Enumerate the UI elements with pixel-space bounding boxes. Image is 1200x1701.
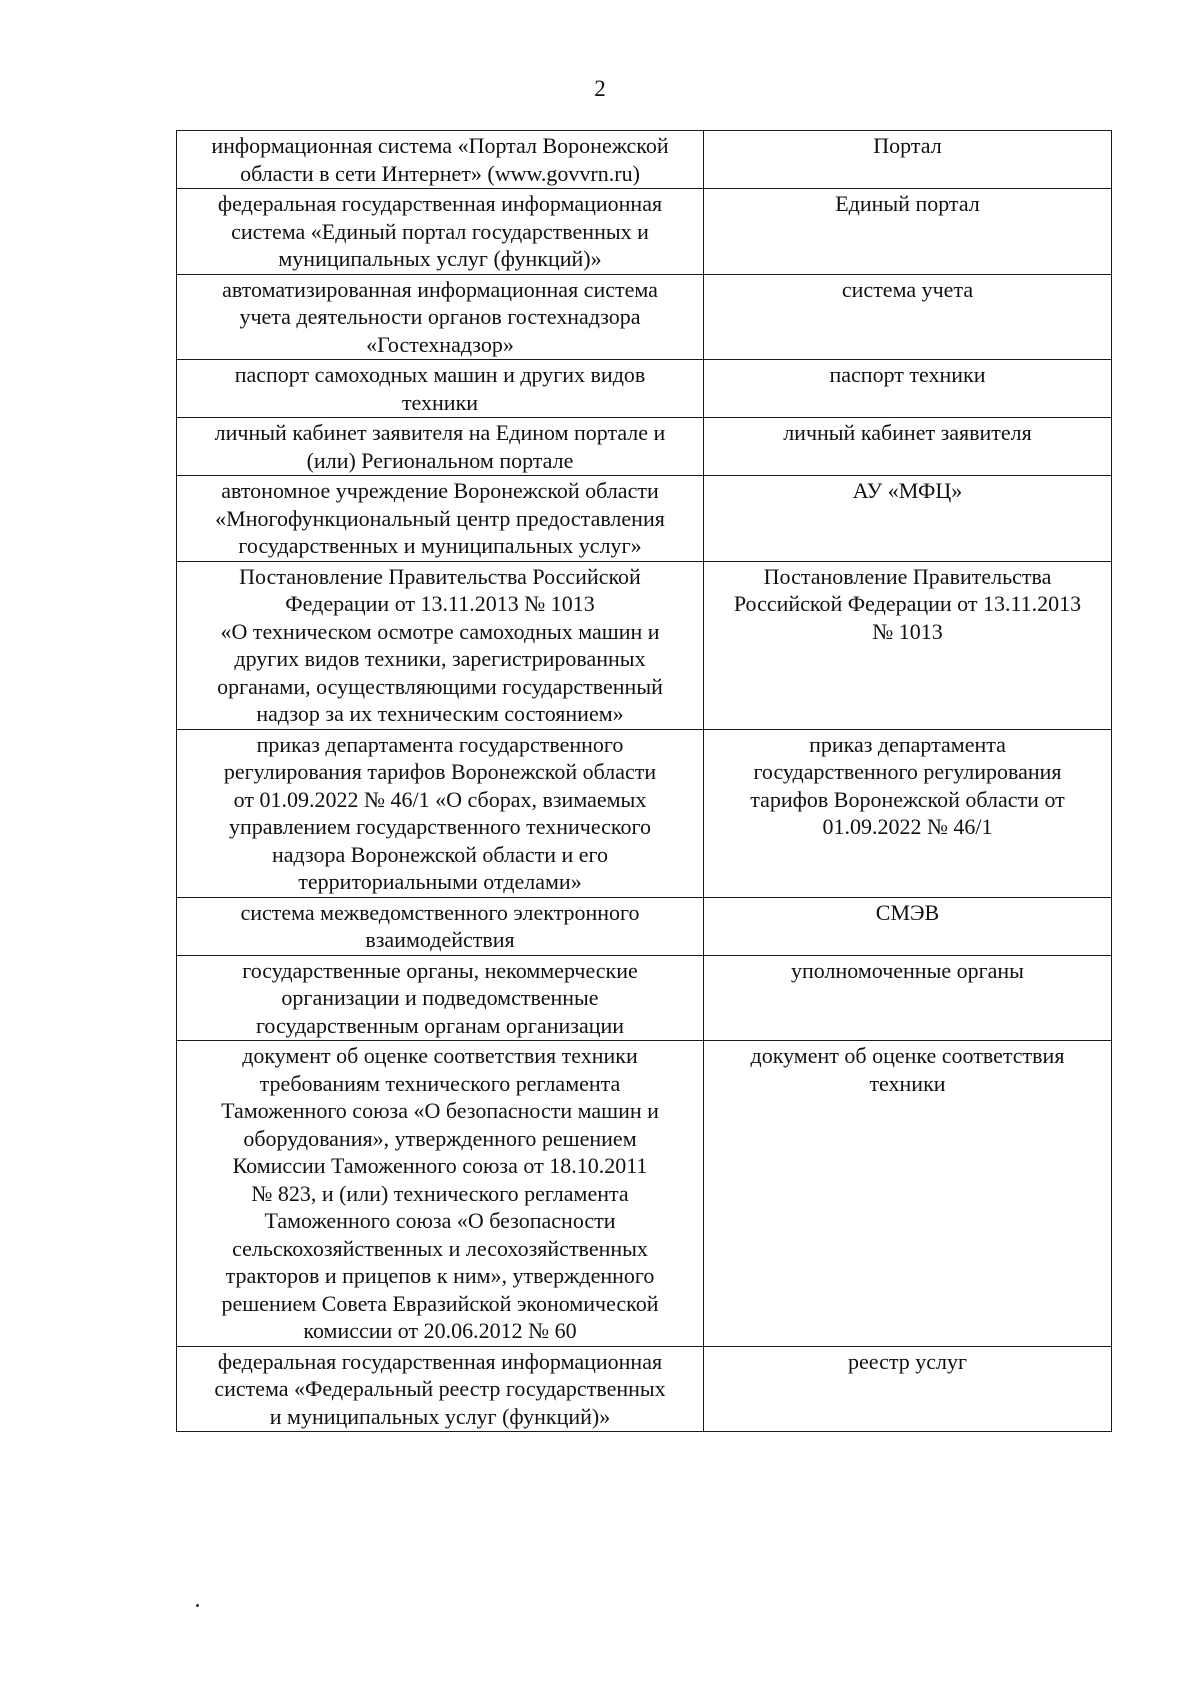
- abbreviation-cell: реестр услуг: [704, 1346, 1112, 1432]
- scan-speck: [196, 1604, 199, 1607]
- table-row: [177, 418, 1112, 476]
- table-row: [177, 897, 1112, 955]
- table-row: [177, 729, 1112, 897]
- abbreviation-cell: приказ департамента государственного регулирования тарифов Воронежской области от 01.09.2022 № 46/1: [704, 729, 1112, 897]
- table-row: [177, 274, 1112, 360]
- table-row: [177, 360, 1112, 418]
- definitions-table: [176, 130, 1112, 1432]
- term-cell: автоматизированная информационная система учета деятельности органов гостехнадзора «Гостехнадзор»: [177, 274, 704, 360]
- page-number: 2: [594, 76, 606, 101]
- abbreviation-cell: документ об оценке соответствия техники: [704, 1041, 1112, 1347]
- table-row: [177, 189, 1112, 275]
- table-row: [177, 561, 1112, 729]
- term-cell: государственные органы, некоммерческие организации и подведомственные государственным органам организации: [177, 955, 704, 1041]
- abbreviation-cell: паспорт техники: [704, 360, 1112, 418]
- term-cell: документ об оценке соответствия техники требованиям технического регламента Таможенного союза «О безопасности машин и оборудования», утвержденного решением Комиссии Таможенного союза от 18.10.2011 № 823, и (или) технического регламента Таможенного союза «О безопасности сельскохозяйственных и лесохозяйственных тракторов и прицепов к ним», утвержденного решением Совета Евразийской экономической комиссии от 20.06.2012 № 60: [177, 1041, 704, 1347]
- term-cell: приказ департамента государственного регулирования тарифов Воронежской области от 01.09.2022 № 46/1 «О сборах, взимаемых управлением государственного технического надзора Воронежской области и его территориальными отделами»: [177, 729, 704, 897]
- term-cell: федеральная государственная информационная система «Федеральный реестр государственных и муниципальных услуг (функций)»: [177, 1346, 704, 1432]
- abbreviation-cell: система учета: [704, 274, 1112, 360]
- term-cell: федеральная государственная информационная система «Единый портал государственных и муниципальных услуг (функций)»: [177, 189, 704, 275]
- table-row: [177, 1346, 1112, 1432]
- table-row: [177, 955, 1112, 1041]
- table-row: [177, 131, 1112, 189]
- table-row: [177, 1041, 1112, 1347]
- term-cell: личный кабинет заявителя на Едином портале и (или) Региональном портале: [177, 418, 704, 476]
- abbreviation-cell: Портал: [704, 131, 1112, 189]
- definitions-table-body: [177, 131, 1112, 1432]
- abbreviation-cell: Постановление Правительства Российской Федерации от 13.11.2013 № 1013: [704, 561, 1112, 729]
- abbreviation-cell: личный кабинет заявителя: [704, 418, 1112, 476]
- term-cell: паспорт самоходных машин и других видов техники: [177, 360, 704, 418]
- abbreviation-cell: АУ «МФЦ»: [704, 476, 1112, 562]
- abbreviation-cell: СМЭВ: [704, 897, 1112, 955]
- abbreviation-cell: уполномоченные органы: [704, 955, 1112, 1041]
- term-cell: информационная система «Портал Воронежской области в сети Интернет» (www.govvrn.ru): [177, 131, 704, 189]
- term-cell: Постановление Правительства Российской Федерации от 13.11.2013 № 1013 «О техническом осмотре самоходных машин и других видов техники, зарегистрированных органами, осуществляющими государственный надзор за их техническим состоянием»: [177, 561, 704, 729]
- term-cell: автономное учреждение Воронежской области «Многофункциональный центр предоставления государственных и муниципальных услуг»: [177, 476, 704, 562]
- table-row: [177, 476, 1112, 562]
- abbreviation-cell: Единый портал: [704, 189, 1112, 275]
- term-cell: система межведомственного электронного взаимодействия: [177, 897, 704, 955]
